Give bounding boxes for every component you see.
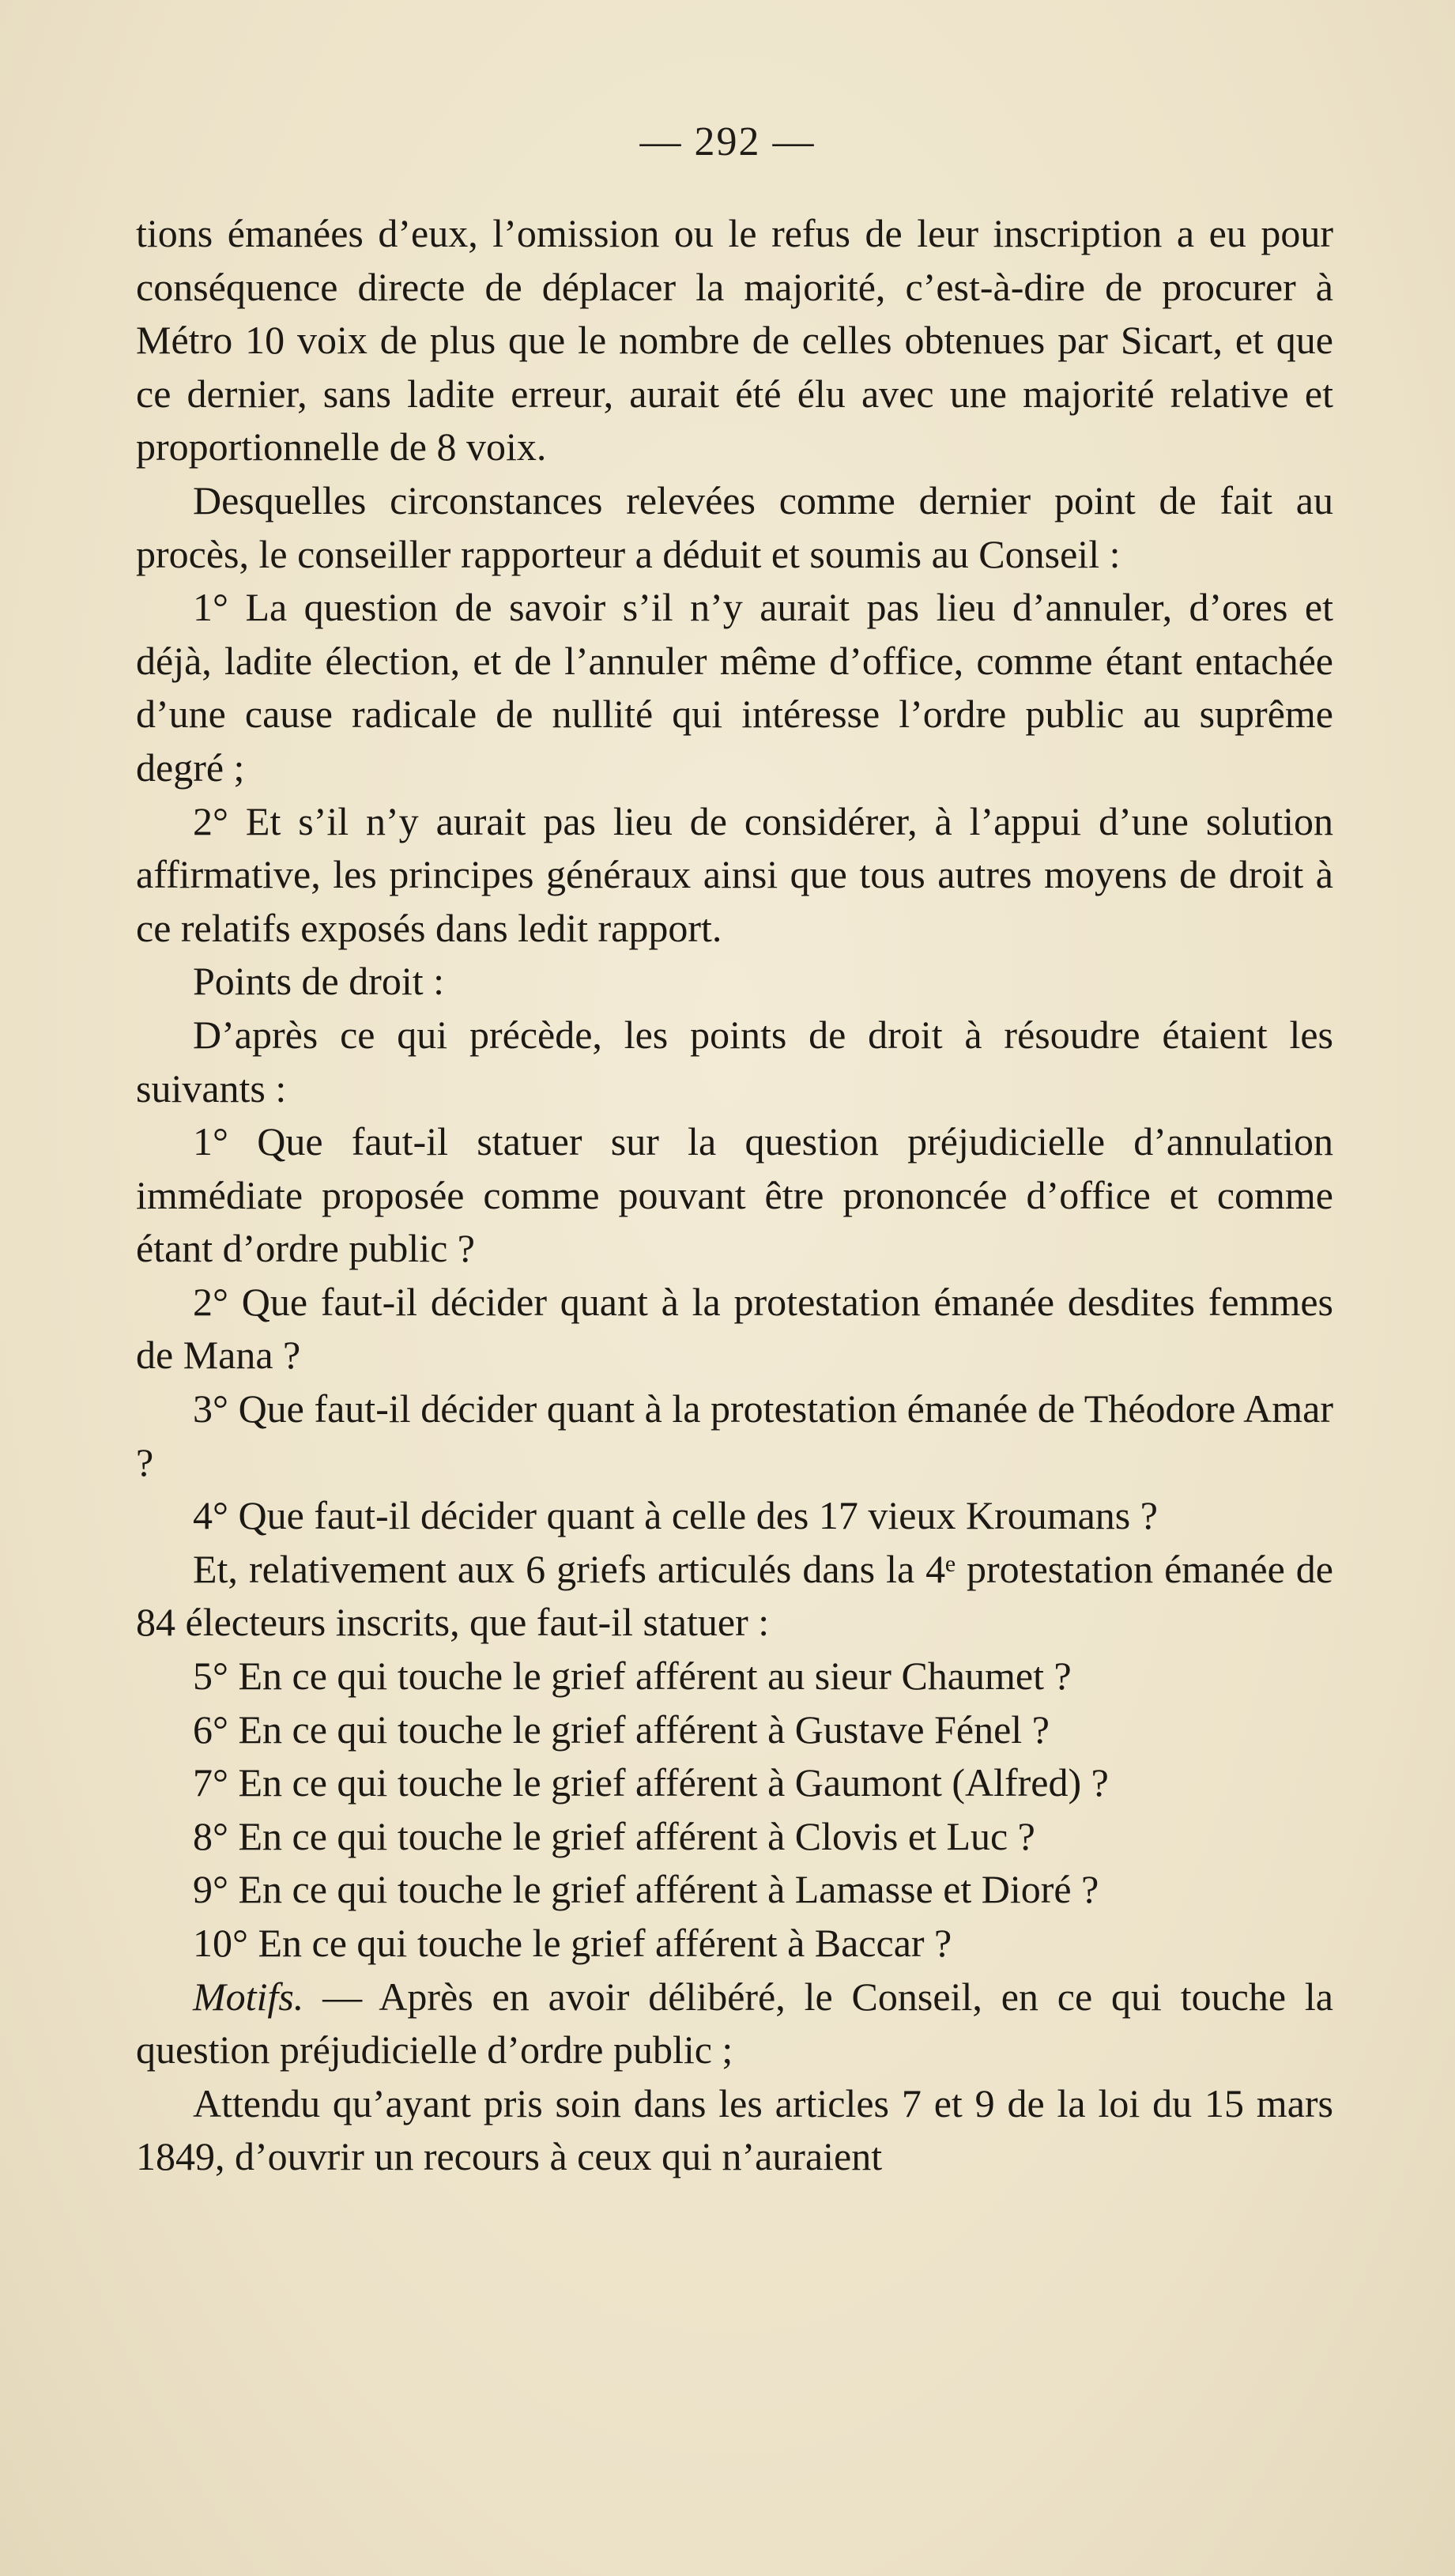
list-item: 9° En ce qui touche le grief afférent à Lamasse et Dioré ? xyxy=(193,1867,1099,1912)
paragraph: Et, relativement aux 6 griefs articulés dans la 4ᵉ protestation émanée de 84 électeurs inscrits, que faut-il statuer : xyxy=(136,1546,1333,1645)
page-number: — 292 — xyxy=(639,119,816,164)
list-item: 2° Que faut-il décider quant à la protestation émanée desdites femmes de Mana ? xyxy=(136,1279,1333,1378)
paragraph: Desquelles circonstances relevées comme dernier point de fait au procès, le conseiller rapporteur a déduit et soumis au Conseil : xyxy=(136,477,1333,576)
motifs-label: Motifs. xyxy=(193,1974,304,2019)
list-item: 3° Que faut-il décider quant à la protestation émanée de Théodore Amar ? xyxy=(136,1386,1333,1484)
paragraph: tions émanées d’eux, l’omission ou le refus de leur inscription a eu pour conséquence directe de déplacer la majorité, c’est-à-dire de procurer à Métro 10 voix de plus que le nombre de celles obtenues par Sicart, et que ce dernier, sans ladite erreur, aurait été élu avec une majorité relative et proportionnelle de 8 voix. xyxy=(136,211,1333,470)
paragraph: 1° La question de savoir s’il n’y aurait pas lieu d’annuler, d’ores et déjà, ladite élection, et de l’annuler même d’office, comme étant entachée d’une cause radicale de nullité qui intéresse l’ordre public au suprême degré ; xyxy=(136,585,1333,790)
paragraph: D’après ce qui précède, les points de droit à résoudre étaient les suivants : xyxy=(136,1012,1333,1111)
motifs-text: Après en avoir délibéré, le Conseil, en ce qui touche la question préjudicielle d’ordre public ; xyxy=(136,1974,1333,2072)
paragraph-heading: Points de droit : xyxy=(193,959,445,1004)
list-item: 10° En ce qui touche le grief afférent à Baccar ? xyxy=(193,1921,952,1965)
list-item: 7° En ce qui touche le grief afférent à Gaumont (Alfred) ? xyxy=(193,1760,1109,1805)
motifs-dash: — xyxy=(303,1974,379,2019)
paragraph: Attendu qu’ayant pris soin dans les articles 7 et 9 de la loi du 15 mars 1849, d’ouvrir un recours à ceux qui n’auraient xyxy=(136,2080,1333,2179)
list-item: 4° Que faut-il décider quant à celle des 17 vieux Kroumans ? xyxy=(193,1493,1158,1538)
list-item: 5° En ce qui touche le grief afférent au sieur Chaumet ? xyxy=(193,1654,1072,1699)
paragraph: 2° Et s’il n’y aurait pas lieu de considérer, à l’appui d’une solution affirmative, les principes généraux ainsi que tous autres moyens de droit à ce relatifs exposés dans ledit rapport. xyxy=(136,798,1333,950)
list-item: 1° Que faut-il statuer sur la question préjudicielle d’annulation immédiate proposée comme pouvant être prononcée d’office et comme étant d’ordre public ? xyxy=(136,1119,1333,1271)
body-text xyxy=(136,207,1333,2184)
list-item: 8° En ce qui touche le grief afférent à Clovis et Luc ? xyxy=(193,1813,1035,1858)
list-item: 6° En ce qui touche le grief afférent à Gustave Fénel ? xyxy=(193,1707,1050,1752)
motifs-paragraph xyxy=(136,1971,1333,2077)
